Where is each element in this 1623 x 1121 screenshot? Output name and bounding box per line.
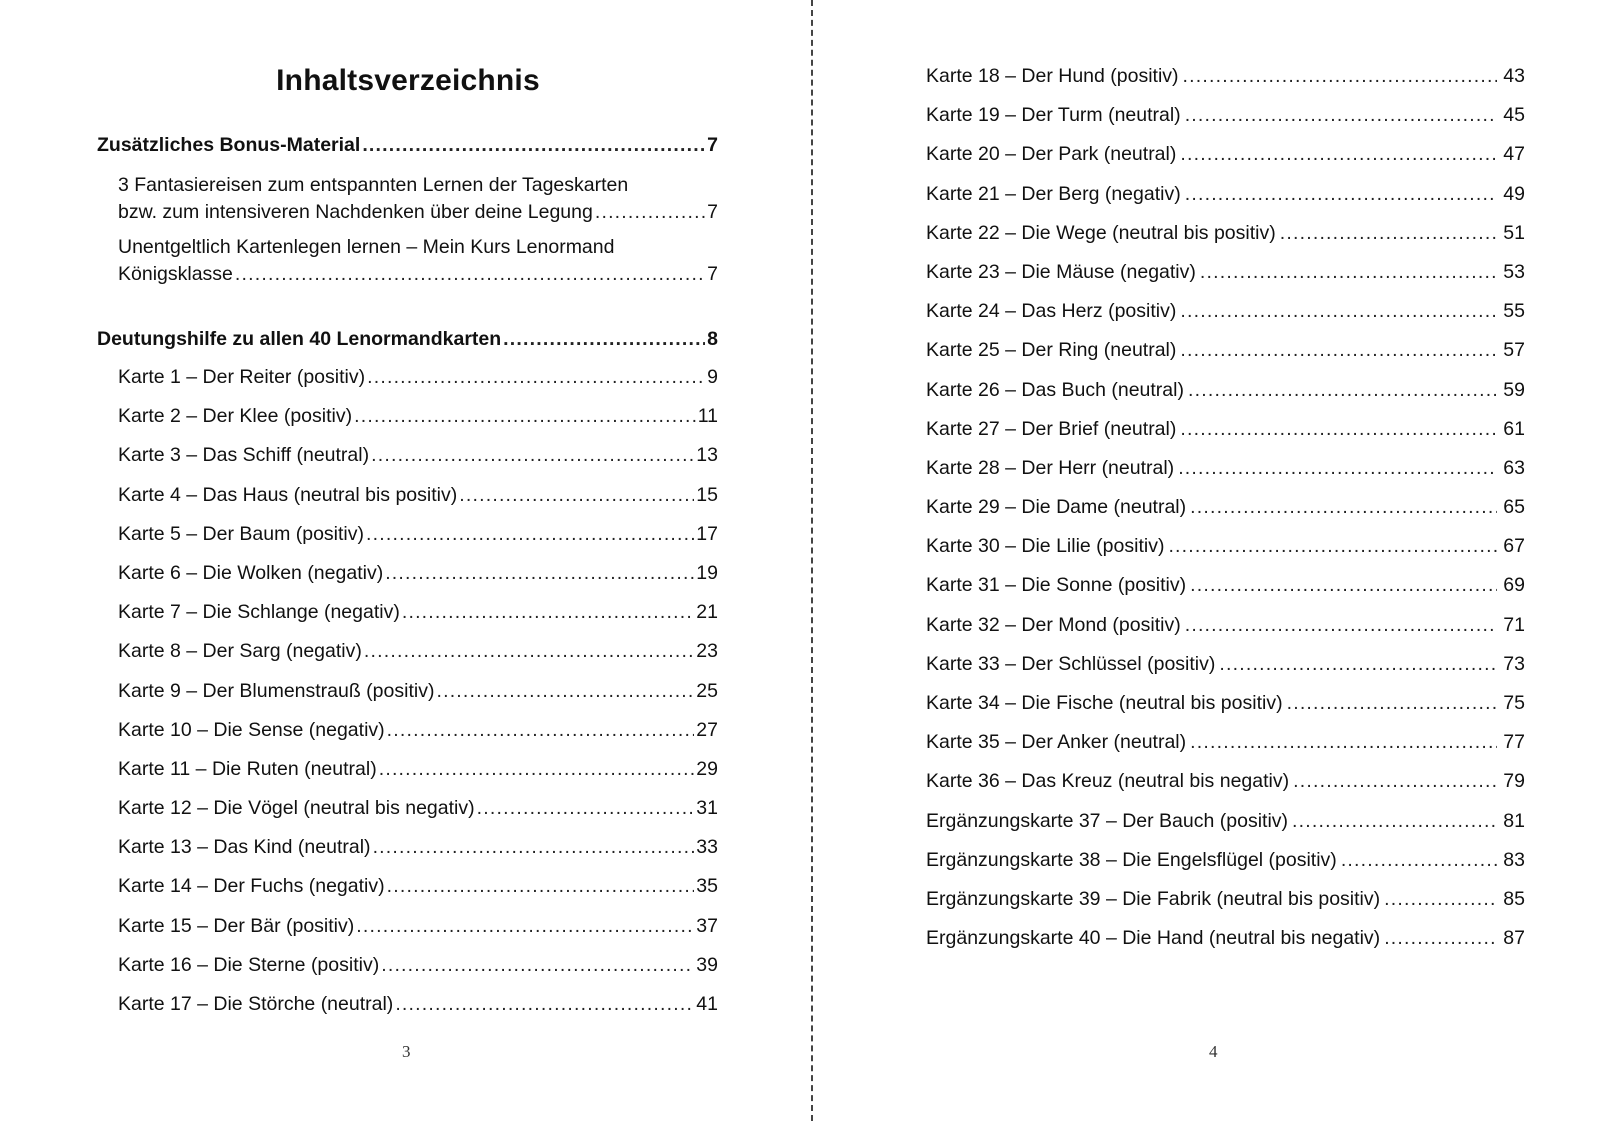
dot-leader — [367, 364, 705, 391]
dot-leader — [477, 795, 695, 822]
toc-page-number: 31 — [696, 797, 718, 820]
toc-card-label: Karte 30 – Die Lilie (positiv) — [926, 535, 1165, 558]
toc-title: Inhaltsverzeichnis — [276, 64, 540, 97]
dot-leader — [402, 599, 694, 626]
toc-card-entry[interactable] — [926, 374, 1525, 413]
toc-page-number: 11 — [697, 405, 718, 428]
dot-leader — [362, 132, 705, 159]
toc-card-entry[interactable] — [926, 883, 1525, 922]
toc-entry-fantasiereisen[interactable] — [97, 172, 718, 226]
toc-heading-label: Zusätzliches Bonus-Material — [97, 134, 361, 156]
toc-card-entry[interactable] — [97, 515, 718, 554]
toc-card-entry[interactable] — [97, 750, 718, 789]
toc-card-entry[interactable] — [926, 217, 1525, 256]
dot-leader — [1293, 768, 1497, 795]
toc-card-entry[interactable] — [926, 99, 1525, 138]
dot-leader — [1183, 63, 1498, 90]
toc-card-label: Karte 3 – Das Schiff (neutral) — [118, 444, 370, 467]
toc-card-entry[interactable] — [926, 295, 1525, 334]
toc-card-entry[interactable] — [97, 828, 718, 867]
toc-card-entry[interactable] — [926, 765, 1525, 804]
toc-card-label: Karte 28 – Der Herr (neutral) — [926, 456, 1175, 479]
toc-card-entry[interactable] — [97, 867, 718, 906]
dot-leader — [436, 678, 694, 705]
toc-card-label: Karte 27 – Der Brief (neutral) — [926, 417, 1177, 440]
toc-page-number: 27 — [696, 718, 718, 741]
toc-card-label: Karte 32 – Der Mond (positiv) — [926, 613, 1181, 636]
toc-card-entry[interactable] — [926, 687, 1525, 726]
dot-leader — [1384, 925, 1497, 952]
toc-card-entry[interactable] — [97, 397, 718, 436]
dot-leader — [1180, 416, 1497, 443]
toc-card-entry[interactable] — [926, 178, 1525, 217]
toc-page-number: 73 — [1503, 652, 1525, 675]
toc-page-number: 41 — [696, 993, 718, 1015]
toc-page-number: 15 — [696, 483, 718, 506]
dot-leader — [1180, 337, 1497, 364]
toc-entry-line: Unentgeltlich Kartenlegen lernen – Mein Kurs Lenormand — [118, 236, 615, 258]
toc-card-entry[interactable] — [926, 922, 1525, 961]
dot-leader — [1190, 572, 1497, 599]
toc-card-label: Karte 4 – Das Haus (neutral bis positiv) — [118, 483, 458, 506]
toc-page-number: 21 — [696, 601, 718, 624]
dot-leader — [1185, 612, 1498, 639]
toc-card-entry[interactable] — [97, 946, 718, 985]
page-left — [0, 0, 811, 1121]
dot-leader — [1185, 102, 1498, 129]
toc-card-entry[interactable] — [97, 632, 718, 671]
toc-card-label: Karte 34 – Die Fische (neutral bis positiv) — [926, 692, 1283, 714]
dot-leader — [381, 952, 694, 979]
toc-card-label: Karte 12 – Die Vögel (neutral bis negativ) — [118, 797, 475, 820]
toc-card-label: Karte 35 – Der Anker (neutral) — [926, 731, 1187, 754]
toc-page-number: 51 — [1503, 221, 1525, 244]
toc-card-label: Karte 20 – Der Park (neutral) — [926, 143, 1177, 166]
toc-card-label: Karte 22 – Die Wege (neutral bis positiv) — [926, 221, 1276, 244]
dot-leader — [1287, 690, 1498, 717]
toc-page-number: 9 — [707, 366, 718, 388]
dot-leader — [1185, 181, 1498, 208]
toc-page-number: 55 — [1503, 300, 1525, 323]
dot-leader — [385, 560, 694, 587]
toc-page-number: 7 — [707, 263, 718, 285]
toc-heading-label: Deutungshilfe zu allen 40 Lenormandkarten — [97, 328, 502, 350]
dot-leader — [1384, 886, 1497, 913]
toc-card-entry[interactable] — [926, 413, 1525, 452]
toc-card-label: Ergänzungskarte 40 – Die Hand (neutral bis negativ) — [926, 927, 1381, 950]
toc-card-label: Karte 15 – Der Bär (positiv) — [118, 914, 355, 937]
page-right — [813, 0, 1623, 1121]
toc-page-number: 53 — [1503, 260, 1525, 283]
toc-entry-line: Königsklasse — [118, 263, 233, 285]
toc-page-number: 87 — [1503, 927, 1525, 950]
dot-leader — [1292, 808, 1497, 835]
toc-heading-bonus[interactable] — [97, 132, 718, 164]
toc-card-entry[interactable] — [926, 609, 1525, 648]
dot-leader — [387, 873, 695, 900]
toc-card-label: Karte 29 – Die Dame (neutral) — [926, 496, 1187, 519]
toc-page-number: 57 — [1503, 339, 1525, 362]
toc-card-label: Karte 31 – Die Sonne (positiv) — [926, 574, 1187, 597]
toc-page-number: 13 — [696, 444, 718, 467]
toc-card-list-left — [97, 358, 718, 1024]
dot-leader — [459, 482, 694, 509]
toc-card-label: Karte 13 – Das Kind (neutral) — [118, 836, 371, 859]
dot-leader — [1168, 533, 1497, 560]
toc-page-number: 17 — [696, 522, 718, 545]
page-number-left: 3 — [402, 1042, 411, 1061]
toc-card-label: Karte 11 – Die Ruten (neutral) — [118, 757, 377, 780]
toc-page-number: 8 — [707, 328, 718, 350]
toc-page-number: 7 — [707, 201, 718, 223]
toc-card-label: Karte 9 – Der Blumenstrauß (positiv) — [118, 679, 435, 702]
toc-card-label: Karte 23 – Die Mäuse (negativ) — [926, 260, 1196, 283]
toc-page-number: 59 — [1503, 378, 1525, 401]
toc-card-label: Karte 16 – Die Sterne (positiv) — [118, 953, 380, 976]
toc-page-number: 23 — [696, 640, 718, 663]
toc-entry-line: 3 Fantasiereisen zum entspannten Lernen der Tageskarten — [118, 174, 629, 196]
toc-card-label: Karte 18 – Der Hund (positiv) — [926, 65, 1179, 87]
toc-page-number: 45 — [1503, 104, 1525, 127]
toc-page-number: 69 — [1503, 574, 1525, 597]
toc-entry-kurs[interactable] — [97, 234, 718, 288]
toc-card-label: Karte 17 – Die Störche (neutral) — [118, 993, 394, 1015]
dot-leader — [1180, 298, 1497, 325]
toc-card-entry[interactable] — [97, 436, 718, 475]
toc-card-entry[interactable] — [926, 60, 1525, 99]
toc-page-number: 61 — [1503, 417, 1525, 440]
toc-card-entry[interactable] — [926, 648, 1525, 687]
toc-card-entry[interactable] — [97, 907, 718, 946]
toc-card-entry[interactable] — [926, 726, 1525, 765]
dot-leader — [379, 756, 695, 783]
toc-heading-deutungshilfe[interactable] — [97, 326, 718, 358]
dot-leader — [1188, 377, 1497, 404]
toc-card-entry[interactable] — [926, 844, 1525, 883]
toc-card-label: Ergänzungskarte 38 – Die Engelsflügel (positiv) — [926, 848, 1337, 871]
toc-page-number: 81 — [1503, 809, 1525, 832]
toc-card-label: Karte 21 – Der Berg (negativ) — [926, 182, 1181, 205]
toc-card-entry[interactable] — [926, 138, 1525, 177]
toc-card-entry[interactable] — [926, 334, 1525, 373]
toc-page-number: 39 — [696, 953, 718, 976]
toc-page-number: 19 — [696, 561, 718, 584]
toc-page-number: 29 — [696, 757, 718, 780]
toc-entry-line: bzw. zum intensiveren Nachdenken über deine Legung — [118, 201, 593, 223]
dot-leader — [364, 638, 694, 665]
toc-card-label: Karte 24 – Das Herz (positiv) — [926, 300, 1177, 323]
toc-card-label: Karte 33 – Der Schlüssel (positiv) — [926, 652, 1216, 675]
toc-card-label: Ergänzungskarte 37 – Der Bauch (positiv) — [926, 809, 1289, 832]
toc-card-entry[interactable] — [97, 358, 718, 397]
toc-card-entry[interactable] — [97, 593, 718, 632]
dot-leader — [366, 521, 694, 548]
toc-page-number: 79 — [1503, 770, 1525, 793]
dot-leader — [373, 834, 695, 861]
toc-card-label: Karte 5 – Der Baum (positiv) — [118, 522, 365, 545]
toc-card-label: Karte 25 – Der Ring (neutral) — [926, 339, 1177, 362]
dot-leader — [235, 261, 705, 288]
dot-leader — [1190, 729, 1497, 756]
toc-card-entry[interactable] — [926, 256, 1525, 295]
toc-page-number: 43 — [1503, 65, 1525, 87]
toc-card-label: Karte 8 – Der Sarg (negativ) — [118, 640, 362, 663]
toc-card-label: Karte 7 – Die Schlange (negativ) — [118, 601, 400, 624]
toc-card-entry[interactable] — [97, 476, 718, 515]
dot-leader — [1219, 651, 1497, 678]
toc-card-entry[interactable] — [926, 452, 1525, 491]
dot-leader — [1180, 141, 1497, 168]
toc-page-number: 65 — [1503, 496, 1525, 519]
toc-card-entry[interactable] — [926, 491, 1525, 530]
toc-page-number: 35 — [696, 875, 718, 898]
toc-page-number: 37 — [696, 914, 718, 937]
toc-page-number: 33 — [696, 836, 718, 859]
toc-card-label: Karte 6 – Die Wolken (negativ) — [118, 561, 384, 584]
dot-leader — [395, 991, 694, 1018]
toc-card-entry[interactable] — [97, 554, 718, 593]
toc-page-number: 49 — [1503, 182, 1525, 205]
toc-left-list — [97, 130, 718, 1024]
toc-page-number: 47 — [1503, 143, 1525, 166]
dot-leader — [356, 913, 694, 940]
dot-leader — [371, 442, 694, 469]
toc-page-number: 67 — [1503, 535, 1525, 558]
toc-page-number: 85 — [1503, 887, 1525, 910]
toc-card-entry[interactable] — [97, 711, 718, 750]
toc-page-number: 71 — [1503, 613, 1525, 636]
toc-card-entry[interactable] — [97, 672, 718, 711]
toc-card-entry[interactable] — [97, 789, 718, 828]
dot-leader — [503, 326, 705, 353]
dot-leader — [1341, 847, 1497, 874]
toc-card-label: Karte 2 – Der Klee (positiv) — [118, 405, 353, 428]
dot-leader — [1178, 455, 1497, 482]
dot-leader — [1200, 259, 1497, 286]
dot-leader — [1280, 220, 1498, 247]
toc-card-label: Karte 26 – Das Buch (neutral) — [926, 378, 1184, 401]
toc-card-entry[interactable] — [97, 985, 718, 1024]
toc-card-label: Karte 10 – Die Sense (negativ) — [118, 718, 385, 741]
toc-card-label: Karte 1 – Der Reiter (positiv) — [118, 366, 366, 388]
dot-leader — [1190, 494, 1497, 521]
toc-page-number: 25 — [696, 679, 718, 702]
toc-card-label: Karte 19 – Der Turm (neutral) — [926, 104, 1181, 127]
toc-page-number: 77 — [1503, 731, 1525, 754]
page-number-right: 4 — [1209, 1042, 1218, 1061]
toc-right-list — [926, 60, 1525, 961]
dot-leader — [595, 199, 705, 226]
toc-card-entry[interactable] — [926, 805, 1525, 844]
toc-card-entry[interactable] — [926, 569, 1525, 608]
toc-card-entry[interactable] — [926, 530, 1525, 569]
dot-leader — [387, 717, 695, 744]
toc-page-number: 7 — [707, 134, 718, 156]
toc-card-label: Karte 36 – Das Kreuz (neutral bis negativ) — [926, 770, 1290, 793]
toc-page-number: 63 — [1503, 456, 1525, 479]
toc-card-label: Karte 14 – Der Fuchs (negativ) — [118, 875, 385, 898]
dot-leader — [354, 403, 696, 430]
toc-card-label: Ergänzungskarte 39 – Die Fabrik (neutral bis positiv) — [926, 887, 1381, 910]
toc-page-number: 83 — [1503, 848, 1525, 871]
toc-page-number: 75 — [1503, 692, 1525, 714]
